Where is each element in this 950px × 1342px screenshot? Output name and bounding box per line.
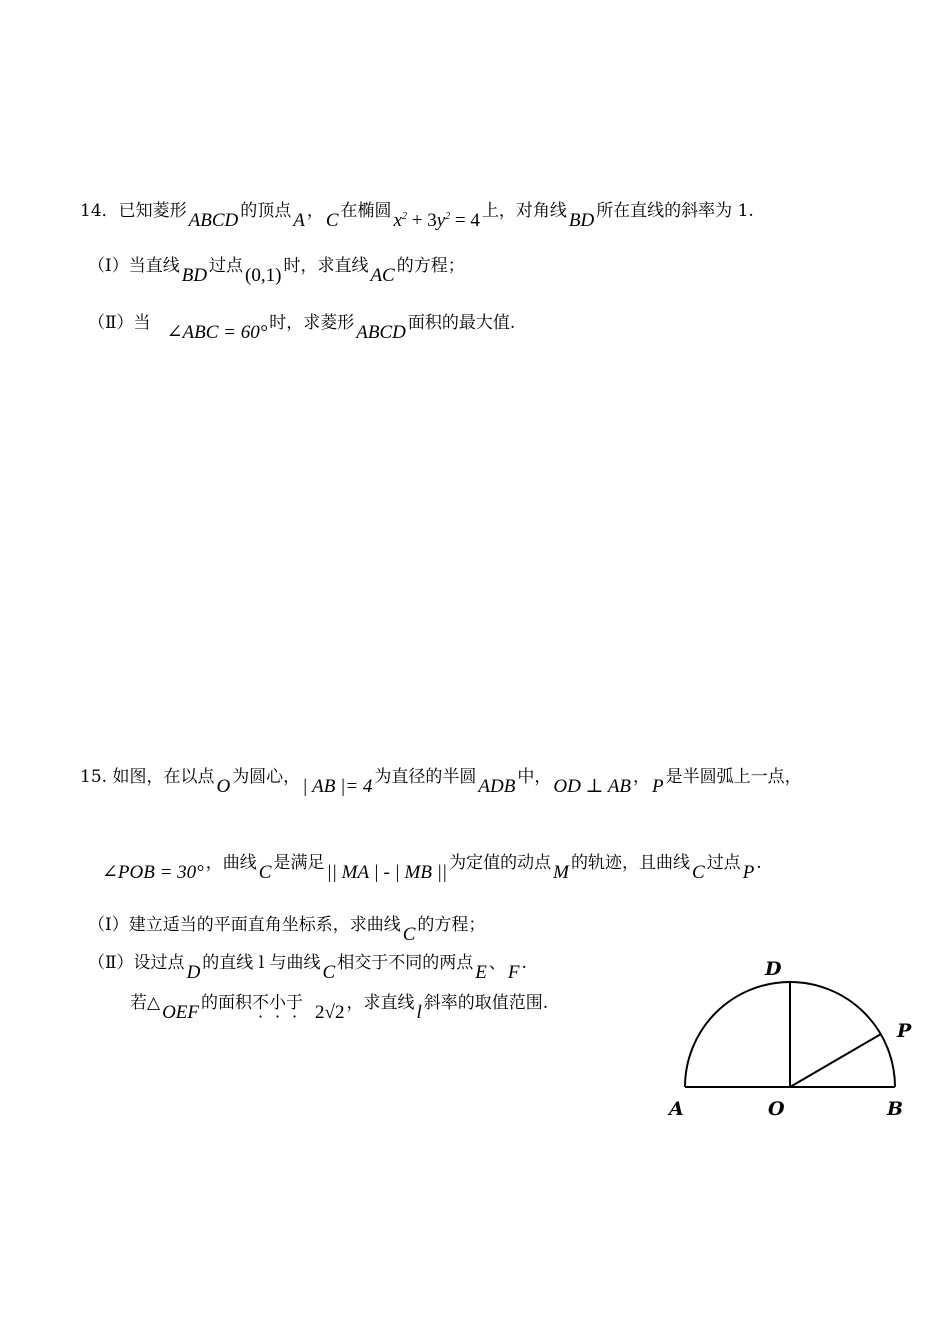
q14-stem: 14．已知菱形 ABCD 的顶点 A ， C 在椭圆 $x^2 + 3y^2 = 4$ 上，对角线 BD 所在直线的斜率为 1.	[80, 201, 754, 231]
ellipse-equation: $x^2 + 3y^2 = 4$	[393, 210, 480, 231]
q15-number: 15.	[80, 767, 113, 787]
q15-line2: ∠POB = 30° ，曲线 C 是满足 || MA | - | MB || 为定值的动点 M 的轨迹，且曲线 C 过点 P .	[102, 853, 762, 883]
q14-part1: （Ⅰ）当直线 BD 过点 (0,1) 时，求直线 AC 的方程；	[88, 256, 465, 286]
semicircle-figure	[665, 955, 925, 1125]
q15-part2: （Ⅱ）设过点 D 的直线 l 与曲线 C 相交于不同的两点 E 、 F .	[88, 953, 527, 983]
label-D: D	[765, 958, 782, 980]
q15-part2-condition: 若△ OEF 的面积不小于 2√2 ，求直线 l 斜率的取值范围.	[130, 993, 549, 1023]
q15-part1: （Ⅰ）建立适当的平面直角坐标系，求曲线 C 的方程；	[88, 915, 486, 945]
emphasis-not-less-than: 不小于	[252, 993, 304, 1013]
label-B: B	[887, 1098, 904, 1120]
label-P: P	[897, 1020, 912, 1042]
label-O: O	[768, 1098, 785, 1120]
q14-number: 14．	[80, 201, 119, 221]
label-A: A	[669, 1098, 684, 1120]
q15-line1: 15. 如图，在以点 O 为圆心， | AB |= 4 为直径的半圆 ADB 中， OD ⊥ AB ， P 是半圆弧上一点，	[80, 767, 802, 797]
q14-part2: （Ⅱ）当 ∠ABC = 60° 时，求菱形 ABCD 面积的最大值.	[88, 313, 516, 343]
segment-OP	[790, 1034, 881, 1087]
